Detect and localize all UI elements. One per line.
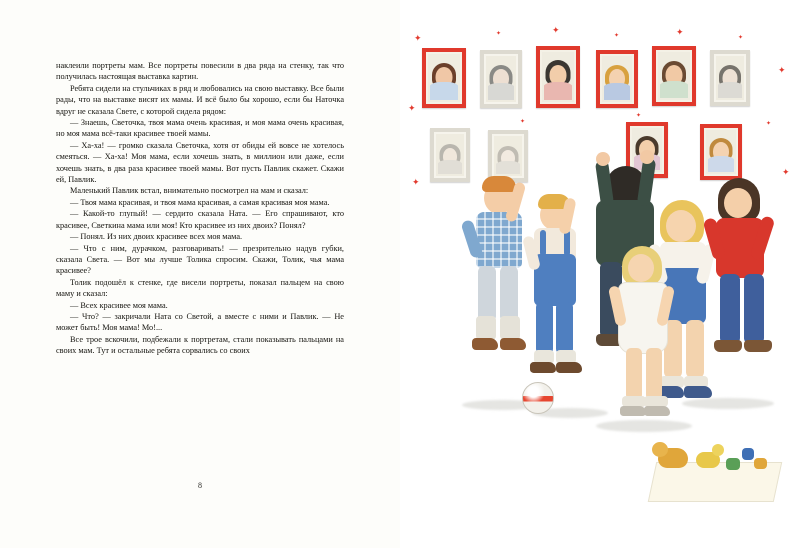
child-hair [482, 176, 516, 192]
toy-block-green [726, 458, 740, 470]
sparkle-star-icon: ✦ [676, 27, 684, 37]
child-sock [500, 316, 520, 340]
child-leg [536, 302, 553, 354]
sparkle-star-icon: ✦ [738, 35, 744, 41]
toy-block-blue [742, 448, 754, 460]
floor-shadow [596, 420, 692, 432]
sparkle-star-icon: ✦ [496, 31, 502, 37]
girl-in-red-sweater [700, 178, 786, 428]
child-leg [720, 274, 740, 344]
portrait-frame-6 [710, 50, 750, 106]
illustration-page [400, 0, 800, 548]
child-leg [626, 348, 642, 400]
portrait-shoulders [430, 82, 458, 100]
paragraph: — Знаешь, Светочка, твоя мама очень красивая, и моя мама очень красивая, но моя мама всё-таки красивее твоей мамы. [56, 118, 344, 139]
sparkle-star-icon: ✦ [412, 177, 420, 187]
portrait-shoulders [438, 160, 462, 174]
sparkle-star-icon: ✦ [408, 103, 416, 113]
portrait-frame-sketch-left [430, 128, 470, 182]
portrait-image [708, 132, 734, 172]
portrait-frame-8 [700, 124, 742, 180]
child-overalls [534, 254, 576, 306]
toy-blocks [726, 458, 740, 470]
portrait-shoulders [604, 83, 630, 100]
child-shoe [472, 338, 498, 350]
sparkle-star-icon: ✦ [414, 33, 422, 43]
child-head [666, 210, 696, 242]
portrait-image [438, 136, 462, 174]
portrait-shoulders [708, 156, 734, 172]
toy-duck-head [712, 444, 724, 456]
paragraph: — Ха-ха! — громко сказала Светочка, хотя от обиды ей вовсе не хотелось смеяться. — Ха-ха! Моя мама, если хочешь знать, в миллион или даже, если хочешь знать, в два раза красивее твоей мамы. Вот пусть Павлик скажет. Скажи ей, Павлик. [56, 140, 344, 185]
child-head [724, 188, 752, 218]
paragraph: — Понял. Из них двоих красивее всех моя мама. [70, 232, 243, 242]
sparkle-star-icon: ✦ [520, 119, 526, 125]
child-leg [478, 266, 496, 322]
child-shoe [714, 340, 742, 352]
overall-strap [540, 230, 546, 256]
portrait-frame-4 [596, 50, 638, 108]
portrait-image [718, 58, 742, 98]
portrait-shoulders [496, 161, 520, 174]
sparkle-star-icon: ✦ [636, 113, 642, 119]
portrait-frame-5 [652, 46, 696, 106]
toy-block-yellow [754, 458, 767, 469]
portrait-image [544, 54, 572, 100]
paragraph: Ребята сидели на стульчиках в ряд и любовались на свою выставку. Все были рады, что на выставке висят их мамы. И всё было бы хорошо, если бы Наточка вдруг не сказала Свете, с которой сидела рядом: [56, 83, 344, 116]
paragraph: наклеили портреты мам. Все портреты повесили в два ряда на стенку, так что получилась настоящая выставка картин. [56, 61, 344, 82]
paragraph: — Твоя мама красивая, и твоя мама красивая, а самая красивая моя мама. [70, 197, 330, 207]
child-leg [744, 274, 764, 344]
toy-bear-head [652, 442, 668, 457]
child-leg [646, 348, 662, 400]
child-shoe [530, 362, 556, 373]
paragraph: — Что с ним, дурачком, разговаривать! — презрительно надув губки, сказала Света. — Вот мы лучше Толика спросим. Скажи, Толик, чья мама красивее? [56, 243, 344, 276]
portrait-shoulders [488, 83, 514, 100]
portrait-frame-3 [536, 46, 580, 108]
sparkle-star-icon: ✦ [766, 121, 772, 127]
portrait-frame-sketch-mid [488, 130, 528, 182]
toy-duck [696, 452, 720, 468]
toy-bear [658, 448, 688, 468]
child-torso [476, 212, 522, 268]
sparkle-star-icon: ✦ [552, 25, 560, 35]
child-hand [596, 152, 610, 166]
page-number: 8 [198, 481, 202, 490]
child-hand [640, 150, 654, 164]
sparkle-star-icon: ✦ [778, 65, 786, 75]
portrait-shoulders [660, 81, 688, 98]
body-text-column [56, 60, 344, 357]
child-shoe [644, 406, 670, 416]
portrait-image [496, 138, 520, 174]
portrait-image [660, 54, 688, 98]
paragraph: Маленький Павлик встал, внимательно посмотрел на мам и сказал: [70, 186, 309, 196]
sparkle-star-icon: ✦ [782, 167, 790, 177]
child-leg [500, 266, 518, 322]
portrait-shoulders [718, 82, 742, 98]
sparkle-star-icon: ✦ [614, 33, 620, 39]
portrait-image [488, 58, 514, 100]
portrait-image [604, 58, 630, 100]
paragraph: — Какой-то глупый! — сердито сказала Ната. — Его спрашивают, кто красивее, Светкина мама или моя! Кто красивее из них двоих? Понял? [56, 209, 344, 230]
paragraph: Толик подошёл к стенке, где висели портреты, показал пальцем на свою маму и сказал: [56, 277, 344, 299]
child-head [628, 254, 654, 282]
girl-in-white-dress [606, 246, 686, 466]
child-leg [556, 302, 573, 354]
child-shoe [744, 340, 772, 352]
child-shoe [620, 406, 646, 416]
paragraph: — Что? — закричали Ната со Светой, а вместе с ними и Павлик. — Не может быть! Моя мама! Мо!... [56, 311, 344, 333]
rubber-ball [522, 382, 554, 414]
child-sock [476, 316, 496, 340]
portrait-frame-2 [480, 50, 522, 108]
paragraph: Все трое вскочили, подбежали к портретам, стали показывать пальцами на своих мам. Тут и остальные ребята сорвались со своих [56, 334, 344, 356]
floor-shadow [682, 398, 774, 409]
portrait-shoulders [544, 82, 572, 100]
portrait-image [430, 56, 458, 100]
paragraph: — Всех красивее моя мама. [70, 300, 168, 310]
portrait-frame-1 [422, 48, 466, 108]
